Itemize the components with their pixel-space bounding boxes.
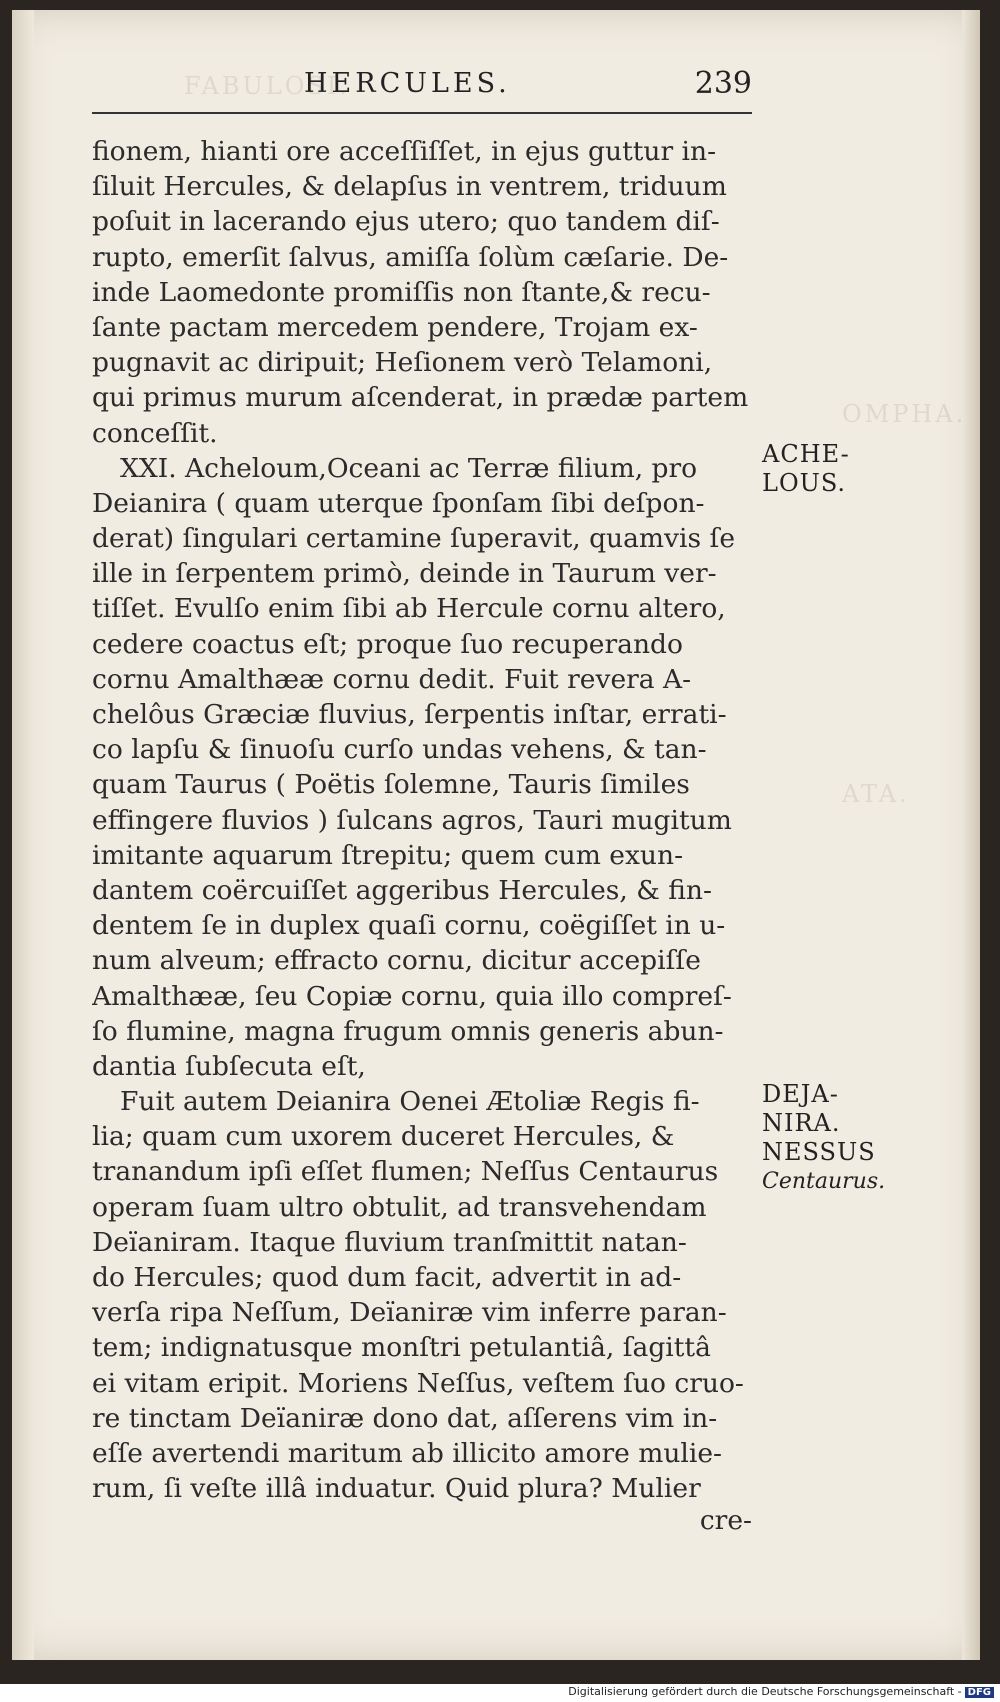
text-line: chelôus Græciæ fluvius, ſerpentis inſtar, errati- — [92, 699, 727, 730]
text-line: re tinctam Deïaniræ dono dat, aſſerens vim in- — [92, 1402, 718, 1434]
text-line: do Hercules; quod dum facit, advertit in ad- — [92, 1262, 682, 1293]
text-line: ille in ſerpentem primò, deinde in Taurum ver- — [92, 558, 717, 590]
text-line: tiſſet. Evulſo enim ſibi ab Hercule cornu altero, — [92, 593, 726, 625]
text-line: inde Laomedonte promiſſis non ſtante,& recu- — [92, 276, 711, 308]
text-line: qui primus murum aſcenderat, in prædæ partem — [92, 382, 749, 414]
marginal-note-achelous — [762, 440, 850, 498]
text-line: dantem coërcuiſſet aggeribus Hercules, & fin- — [92, 874, 712, 906]
text-line: Amalthææ, ſeu Copiæ cornu, quia illo compreſ- — [92, 980, 732, 1012]
text-line: ſiluit Hercules, & delapſus in ventrem, triduum — [92, 171, 727, 203]
text-line: lia; quam cum uxorem duceret Hercules, & — [92, 1121, 675, 1153]
text-line: co lapſu & ſinuoſu curſo undas vehens, & tan- — [92, 734, 707, 766]
text-line: imitante aquarum ſtrepitu; quem cum exun- — [92, 839, 684, 871]
text-line: dantia ſubſecuta eſt, — [92, 1050, 366, 1082]
page-fore-edge — [962, 10, 980, 1660]
text-line: fionem, hianti ore acceſſiſſet, in ejus guttur in- — [92, 136, 717, 167]
text-line: quam Taurus ( Poëtis ſolemne, Tauris ſimiles — [92, 769, 690, 801]
show-through-text: FABULOSI. — [184, 72, 350, 100]
text-line: ei vitam eripit. Moriens Neſſus, veſtem ſuo cruo- — [92, 1367, 744, 1399]
text-line: poſuit in lacerando ejus utero; quo tandem diſ- — [92, 206, 720, 238]
marginal-line: ACHE- — [762, 440, 850, 468]
text-line: tem; indignatusque monſtri petulantiâ, ſagittâ — [92, 1332, 711, 1364]
marginal-line: LOUS. — [762, 469, 847, 497]
catch-word: cre- — [699, 1505, 752, 1536]
text-line: tranandum ipſi eſſet flumen; Neſſus Centaurus — [92, 1156, 719, 1188]
text-line: ſo flumine, magna frugum omnis generis abun- — [92, 1015, 724, 1047]
marginal-line: DEJA- — [762, 1080, 839, 1108]
footer-bar — [0, 1684, 1000, 1702]
body-text — [92, 134, 752, 1506]
text-line: pugnavit ac diripuit; Heſionem verò Telamoni, — [92, 347, 713, 379]
text-line: eſſe avertendi maritum ab illicito amore mulie- — [92, 1437, 722, 1469]
credit-text: Digitalisierung gefördert durch die Deutsche Forschungsgemeinschaft - — [568, 1685, 962, 1698]
text-line: derat) ſingulari certamine ſuperavit, quamvis ſe — [92, 523, 736, 555]
book-page — [12, 10, 980, 1660]
text-line: Deianira ( quam uterque ſponſam ſibi deſpon- — [92, 487, 705, 519]
text-line: cornu Amalthææ cornu dedit. Fuit revera A- — [92, 663, 692, 695]
running-title: HERCULES. — [304, 68, 511, 99]
text-line: operam ſuam ultro obtulit, ad transvehendam — [92, 1191, 707, 1223]
page-gutter — [12, 10, 34, 1660]
text-line: conceſſit. — [92, 417, 218, 449]
marginal-line: Centaurus. — [762, 1169, 886, 1194]
marginal-line: NIRA. — [762, 1109, 841, 1137]
text-line: Deïaniram. Itaque fluvium tranſmittit natan- — [92, 1226, 687, 1258]
digitization-credit — [568, 1685, 994, 1698]
paragraph-start-line: Fuit autem Deianira Oenei Ætoliæ Regis fi- — [120, 1086, 700, 1118]
text-line: ſante pactam mercedem pendere, Trojam ex- — [92, 311, 698, 343]
marginal-line: NESSUS — [762, 1138, 876, 1166]
text-line: num alveum; effracto cornu, dicitur accepiſſe — [92, 945, 701, 977]
text-line: verſa ripa Neſſum, Deïaniræ vim inferre paran- — [92, 1297, 727, 1329]
text-line: effingere fluvios ) ſulcans agros, Tauri mugitum — [92, 804, 732, 836]
text-line: cedere coactus eſt; proque ſuo recuperando — [92, 628, 683, 660]
marginal-note-dejanira — [762, 1080, 885, 1196]
show-through-text: ATA. — [842, 780, 910, 808]
show-through-text: OMPHA. — [842, 400, 967, 428]
text-line: dentem ſe in duplex quaſi cornu, coëgiſſet in u- — [92, 910, 726, 942]
header-rule — [92, 112, 752, 114]
text-line: rupto, emerſit ſalvus, amiſſa ſolùm cæſarie. De- — [92, 241, 729, 273]
dfg-logo: DFG — [965, 1687, 994, 1698]
paragraph-start-line: XXI. Acheloum,Oceani ac Terræ filium, pro — [120, 452, 698, 484]
page-header — [92, 66, 752, 110]
text-line: rum, ſi veſte illâ induatur. Quid plura? Mulier — [92, 1473, 701, 1505]
page-number: 239 — [694, 66, 752, 101]
